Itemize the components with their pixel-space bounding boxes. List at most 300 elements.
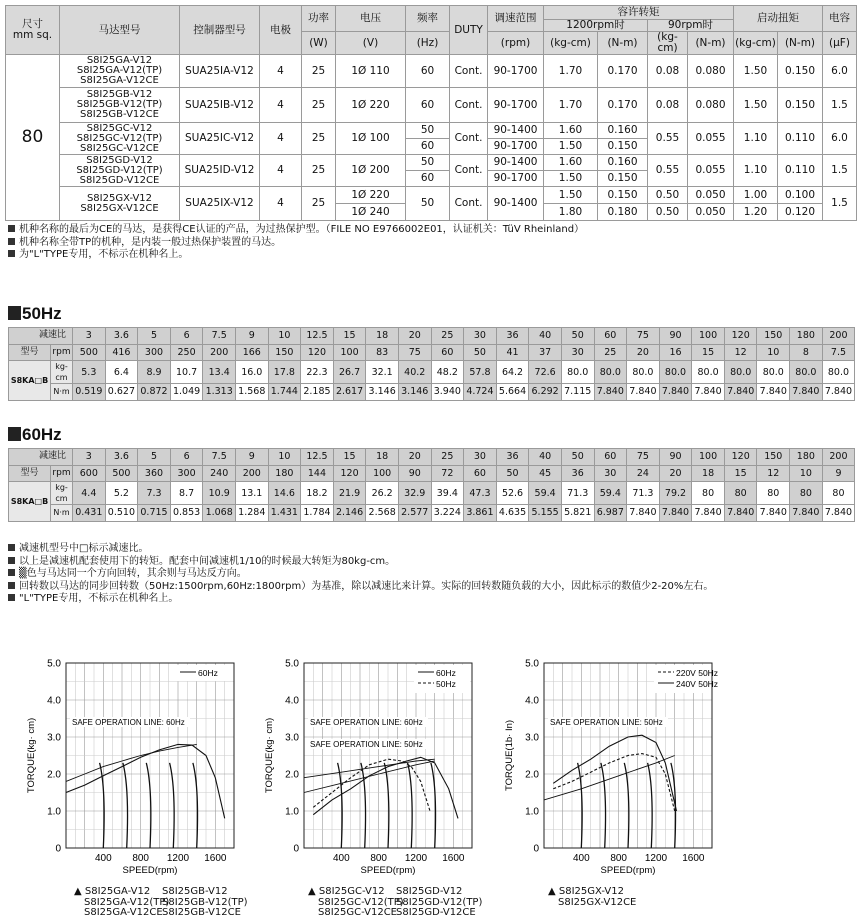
- torque-nm-cell: 7.840: [627, 384, 660, 401]
- rpm-cell: 60: [431, 344, 464, 361]
- ratio-cell: 15: [333, 449, 366, 466]
- torque-kgcm-cell: 80.0: [561, 361, 594, 384]
- x-tick-label: 1600: [204, 853, 227, 864]
- gearbox-model: S8KA□B: [9, 482, 51, 522]
- series-line: [553, 754, 674, 811]
- x-tick-label: 1200: [644, 853, 668, 864]
- ratio-label: 减速比: [9, 449, 73, 466]
- torque-1200-nm: 0.150: [598, 187, 648, 204]
- poles: 4: [260, 55, 302, 88]
- ratio-cell: 3.6: [105, 449, 138, 466]
- rpm-cell: 25: [594, 344, 627, 361]
- torque-kgcm-cell: 80: [822, 482, 855, 505]
- ratio-cell: 10: [268, 449, 301, 466]
- rpm-cell: 45: [529, 465, 562, 482]
- speed-control-curve: [361, 763, 366, 848]
- ratio-cell: 36: [496, 328, 529, 345]
- duty: Cont.: [450, 88, 488, 123]
- torque-nm-cell: 0.853: [170, 505, 203, 522]
- hdr-kgcm-90: (kg-cm): [648, 32, 688, 55]
- torque-kgcm-cell: 8.9: [138, 361, 171, 384]
- ratio-cell: 25: [431, 449, 464, 466]
- torque-1200-nm: 0.180: [598, 204, 648, 221]
- x-tick-label: 800: [610, 853, 628, 864]
- torque-kgcm-cell: 72.6: [529, 361, 562, 384]
- annotation-label: SAFE OPERATION LINE: 50Hz: [310, 740, 423, 749]
- ratio-cell: 9: [235, 328, 268, 345]
- ratio-cell: 12.5: [301, 449, 334, 466]
- torque-kgcm-cell: 80.0: [790, 361, 823, 384]
- ratio-cell: 15: [333, 328, 366, 345]
- torque-nm-cell: 7.840: [790, 505, 823, 522]
- torque-nm-cell: 0.715: [138, 505, 171, 522]
- torque-nm-cell: 1.313: [203, 384, 236, 401]
- power: 25: [302, 187, 336, 221]
- poles: 4: [260, 187, 302, 221]
- torque-1200-nm: 0.150: [598, 139, 648, 155]
- torque-kgcm-cell: 47.3: [464, 482, 497, 505]
- torque-kgcm-cell: 80: [724, 482, 757, 505]
- ratio-cell: 75: [627, 328, 660, 345]
- y-tick-label: 3.0: [525, 732, 539, 744]
- ratio-cell: 50: [561, 328, 594, 345]
- torque-kgcm-cell: 80.0: [692, 361, 725, 384]
- x-axis-label: SPEED(rpm): [122, 865, 178, 876]
- torque-nm-cell: 7.840: [724, 505, 757, 522]
- legend-label: 60Hz: [436, 668, 456, 678]
- hdr-poles: 电极: [260, 6, 302, 55]
- ratio-cell: 20: [398, 449, 431, 466]
- power: 25: [302, 55, 336, 88]
- rpm-cell: 36: [561, 465, 594, 482]
- hdr-freq-unit: (Hz): [406, 32, 450, 55]
- torque-nm-cell: 1.049: [170, 384, 203, 401]
- frequency: 50: [406, 187, 450, 221]
- start-nm: 0.150: [778, 55, 823, 88]
- note-item: 减速机型号中□标示减速比。: [8, 543, 713, 556]
- torque-kgcm-cell: 13.4: [203, 361, 236, 384]
- speed-control-curve: [123, 763, 128, 848]
- torque-1200-nm: 0.170: [598, 55, 648, 88]
- torque-nm-cell: 4.635: [496, 505, 529, 522]
- start-kgcm: 1.50: [734, 55, 778, 88]
- rpm-cell: 41: [496, 344, 529, 361]
- ratio-cell: 3: [73, 449, 106, 466]
- torque-nm-cell: 0.519: [73, 384, 106, 401]
- capacitance: 1.5: [823, 155, 857, 187]
- legend-label: 220V 50Hz: [676, 668, 718, 678]
- x-tick-label: 1200: [166, 853, 190, 864]
- rpm-label: rpm: [51, 465, 73, 482]
- torque-nm-cell: 7.840: [757, 384, 790, 401]
- rpm-cell: 600: [73, 465, 106, 482]
- torque-90-nm: 0.080: [688, 55, 734, 88]
- y-tick-label: 5.0: [525, 658, 539, 670]
- rpm-cell: 75: [398, 344, 431, 361]
- rpm-cell: 20: [659, 465, 692, 482]
- torque-kgcm-cell: 16.0: [235, 361, 268, 384]
- torque-kgcm-cell: 64.2: [496, 361, 529, 384]
- gear-table-50hz: [8, 327, 855, 401]
- y-tick-label: 2.0: [47, 769, 61, 781]
- ratio-cell: 7.5: [203, 449, 236, 466]
- note-item: 回转数以马达的同步回转数（50Hz:1500rpm,60Hz:1800rpm）为基准，除以减速比来计算。实际的回转数随负载的大小，因此标示的数值少2-20%左右。: [8, 581, 713, 594]
- speed-control-curve: [601, 763, 606, 848]
- torque-nm-cell: 1.568: [235, 384, 268, 401]
- ratio-cell: 12.5: [301, 328, 334, 345]
- y-axis-label: TORQUE(kg· cm): [26, 717, 37, 794]
- torque-1200-nm: 0.170: [598, 88, 648, 123]
- torque-kgcm-cell: 26.7: [333, 361, 366, 384]
- voltage: 1Ø 100: [336, 123, 406, 155]
- torque-nm-cell: 2.146: [333, 505, 366, 522]
- ratio-cell: 30: [464, 328, 497, 345]
- torque-1200-kgcm: 1.60: [544, 123, 598, 139]
- hdr-size: 尺寸 mm sq.: [6, 6, 60, 55]
- y-tick-label: 5.0: [47, 658, 61, 670]
- torque-nm-cell: 3.146: [398, 384, 431, 401]
- annotation-label: SAFE OPERATION LINE: 60Hz: [310, 718, 423, 727]
- hdr-voltage: 电压: [336, 6, 406, 32]
- power: 25: [302, 88, 336, 123]
- torque-kgcm-cell: 10.7: [170, 361, 203, 384]
- x-tick-label: 1200: [404, 853, 428, 864]
- rpm-cell: 300: [170, 465, 203, 482]
- torque-kgcm-cell: 48.2: [431, 361, 464, 384]
- rpm-cell: 120: [333, 465, 366, 482]
- rpm-cell: 10: [757, 344, 790, 361]
- speed-control-curve: [170, 763, 175, 848]
- annotation-label: SAFE OPERATION LINE: 50Hz: [550, 718, 663, 727]
- y-tick-label: 2.0: [525, 769, 539, 781]
- ratio-cell: 90: [659, 328, 692, 345]
- torque-kgcm-cell: 5.3: [73, 361, 106, 384]
- controller-model: SUA25IA-V12: [180, 55, 260, 88]
- rpm-cell: 300: [138, 344, 171, 361]
- frequency: 60: [406, 171, 450, 187]
- torque-1200-kgcm: 1.50: [544, 171, 598, 187]
- note-item: ▒色与马达同一个方向回转，其余则与马达反方向。: [8, 568, 713, 581]
- rpm-cell: 30: [561, 344, 594, 361]
- torque-kgcm-cell: 32.9: [398, 482, 431, 505]
- torque-kgcm-cell: 57.8: [464, 361, 497, 384]
- capacitance: 6.0: [823, 123, 857, 155]
- rpm-cell: 7.5: [822, 344, 855, 361]
- start-nm: 0.100: [778, 187, 823, 204]
- start-nm: 0.110: [778, 155, 823, 187]
- torque-kgcm-cell: 10.9: [203, 482, 236, 505]
- torque-nm-cell: 7.840: [822, 505, 855, 522]
- torque-nm-cell: 3.940: [431, 384, 464, 401]
- controller-model: SUA25ID-V12: [180, 155, 260, 187]
- torque-kgcm-cell: 71.3: [627, 482, 660, 505]
- duty: Cont.: [450, 187, 488, 221]
- ratio-cell: 200: [822, 449, 855, 466]
- speed-control-curve: [408, 763, 413, 848]
- torque-nm-cell: 6.987: [594, 505, 627, 522]
- rpm-cell: 12: [724, 344, 757, 361]
- torque-nm-cell: 7.840: [594, 384, 627, 401]
- torque-kgcm-cell: 14.6: [268, 482, 301, 505]
- torque-kgcm-cell: 21.9: [333, 482, 366, 505]
- torque-kgcm-cell: 8.7: [170, 482, 203, 505]
- note-item: "L"TYPE专用，不标示在机种名上。: [8, 593, 713, 606]
- y-axis-label: TORQUE(1b· In): [504, 719, 515, 792]
- start-nm: 0.120: [778, 204, 823, 221]
- hdr-cap: 电容: [823, 6, 857, 32]
- hdr-kgcm-1200: (kg-cm): [544, 32, 598, 55]
- y-axis-label: TORQUE(kg· cm): [264, 717, 275, 794]
- start-kgcm: 1.10: [734, 155, 778, 187]
- torque-nm-cell: 7.115: [561, 384, 594, 401]
- rpm-cell: 120: [301, 344, 334, 361]
- controller-model: SUA25IB-V12: [180, 88, 260, 123]
- ratio-cell: 7.5: [203, 328, 236, 345]
- x-tick-label: 400: [332, 853, 350, 864]
- y-tick-label: 2.0: [285, 769, 299, 781]
- ratio-cell: 150: [757, 328, 790, 345]
- torque-nm-cell: 3.146: [366, 384, 399, 401]
- ratio-cell: 120: [724, 328, 757, 345]
- ratio-cell: 6: [170, 449, 203, 466]
- ratio-cell: 90: [659, 449, 692, 466]
- torque-kgcm-cell: 32.1: [366, 361, 399, 384]
- torque-kgcm-cell: 80: [692, 482, 725, 505]
- y-tick-label: 4.0: [47, 695, 61, 707]
- rpm-cell: 200: [203, 344, 236, 361]
- gearbox-model: S8KA□B: [9, 361, 51, 401]
- gear-table-60hz: [8, 448, 855, 522]
- rpm-cell: 15: [692, 344, 725, 361]
- torque-nm-cell: 7.840: [659, 384, 692, 401]
- motor-spec-table: [5, 5, 857, 221]
- motor-model: S8I25GX-V12 S8I25GX-V12CE: [60, 187, 180, 221]
- annotation-label: SAFE OPERATION LINE: 60Hz: [72, 718, 185, 727]
- ratio-cell: 36: [496, 449, 529, 466]
- controller-model: SUA25IX-V12: [180, 187, 260, 221]
- rpm-cell: 144: [301, 465, 334, 482]
- speed-range: 90-1700: [488, 88, 544, 123]
- y-tick-label: 3.0: [285, 732, 299, 744]
- capacitance: 6.0: [823, 55, 857, 88]
- start-nm: 0.150: [778, 88, 823, 123]
- hdr-range-unit: (rpm): [488, 32, 544, 55]
- torque-90-nm: 0.055: [688, 123, 734, 155]
- torque-kgcm-cell: 80.0: [757, 361, 790, 384]
- torque-90-nm: 0.055: [688, 155, 734, 187]
- y-tick-label: 1.0: [47, 806, 61, 818]
- rpm-cell: 240: [203, 465, 236, 482]
- voltage: 1Ø 220: [336, 88, 406, 123]
- torque-kgcm-cell: 4.4: [73, 482, 106, 505]
- speed-range: 90-1700: [488, 55, 544, 88]
- hdr-nm-start: (N-m): [778, 32, 823, 55]
- chart-legend-1: ▲ S8I25GA-V12 S8I25GB-V12 S8I25GA-V12(TP)S8I25GB-V12(TP) S8I25GA-V12CES8I25GB-V12CE: [74, 886, 248, 918]
- legend-label: 60Hz: [198, 668, 218, 678]
- torque-kgcm-cell: 17.8: [268, 361, 301, 384]
- spec-notes: [8, 224, 584, 262]
- torque-kgcm-cell: 7.3: [138, 482, 171, 505]
- ratio-cell: 5: [138, 328, 171, 345]
- torque-kgcm-cell: 80.0: [822, 361, 855, 384]
- note-item: 机种名称全带TP的机种，是内装一般过热保护装置的马达。: [8, 237, 584, 250]
- hdr-power-unit: (W): [302, 32, 336, 55]
- torque-nm-cell: 2.568: [366, 505, 399, 522]
- torque-kgcm-cell: 80.0: [724, 361, 757, 384]
- ratio-cell: 60: [594, 328, 627, 345]
- start-nm: 0.110: [778, 123, 823, 155]
- torque-nm-cell: 7.840: [692, 505, 725, 522]
- torque-nm-cell: 2.617: [333, 384, 366, 401]
- torque-nm-cell: 7.840: [724, 384, 757, 401]
- start-kgcm: 1.20: [734, 204, 778, 221]
- model-label: 型号: [9, 344, 51, 361]
- frequency: 50: [406, 123, 450, 139]
- torque-nm-cell: 1.284: [235, 505, 268, 522]
- voltage: 1Ø 200: [336, 155, 406, 187]
- hdr-t90: 90rpm时: [648, 20, 734, 32]
- torque-1200-nm: 0.160: [598, 155, 648, 171]
- rpm-cell: 166: [235, 344, 268, 361]
- torque-nm-cell: 7.840: [627, 505, 660, 522]
- start-kgcm: 1.00: [734, 187, 778, 204]
- poles: 4: [260, 123, 302, 155]
- ratio-cell: 200: [822, 328, 855, 345]
- torque-kgcm-cell: 80: [757, 482, 790, 505]
- x-axis-label: SPEED(rpm): [600, 865, 656, 876]
- rpm-cell: 30: [594, 465, 627, 482]
- speed-range: 90-1700: [488, 171, 544, 187]
- start-kgcm: 1.10: [734, 123, 778, 155]
- torque-1200-kgcm: 1.70: [544, 88, 598, 123]
- ratio-cell: 5: [138, 449, 171, 466]
- torque-kgcm-cell: 13.1: [235, 482, 268, 505]
- rpm-cell: 37: [529, 344, 562, 361]
- torque-nm-cell: 7.840: [790, 384, 823, 401]
- ratio-cell: 9: [235, 449, 268, 466]
- voltage: 1Ø 110: [336, 55, 406, 88]
- torque-90-nm: 0.080: [688, 88, 734, 123]
- rpm-cell: 100: [333, 344, 366, 361]
- chart-legend-2: ▲ S8I25GC-V12 S8I25GD-V12 S8I25GC-V12(TP)S8I25GD-V12(TP) S8I25GC-V12CES8I25GD-V12CE: [308, 886, 483, 918]
- torque-1200-kgcm: 1.70: [544, 55, 598, 88]
- torque-nm-cell: 2.185: [301, 384, 334, 401]
- torque-nm-cell: 7.840: [822, 384, 855, 401]
- poles: 4: [260, 155, 302, 187]
- torque-kgcm-cell: 80.0: [627, 361, 660, 384]
- section-title-50hz: 50Hz: [8, 304, 62, 324]
- start-kgcm: 1.50: [734, 88, 778, 123]
- unit-kgcm: kg-cm: [51, 482, 73, 505]
- ratio-cell: 6: [170, 328, 203, 345]
- speed-range: 90-1400: [488, 123, 544, 139]
- hdr-nm-90: (N-m): [688, 32, 734, 55]
- torque-90-nm: 0.050: [688, 204, 734, 221]
- size-value: 80: [6, 55, 60, 221]
- torque-nm-cell: 0.872: [138, 384, 171, 401]
- torque-speed-chart-2: [248, 655, 478, 880]
- chart-legend-3: ▲ S8I25GX-V12 S8I25GX-V12CE: [548, 886, 637, 908]
- frequency: 60: [406, 55, 450, 88]
- motor-model: S8I25GB-V12 S8I25GB-V12(TP) S8I25GB-V12CE: [60, 88, 180, 123]
- power: 25: [302, 155, 336, 187]
- duty: Cont.: [450, 123, 488, 155]
- y-tick-label: 1.0: [525, 806, 539, 818]
- torque-1200-kgcm: 1.60: [544, 155, 598, 171]
- ratio-cell: 18: [366, 328, 399, 345]
- torque-nm-cell: 1.068: [203, 505, 236, 522]
- torque-kgcm-cell: 80.0: [594, 361, 627, 384]
- torque-nm-cell: 1.431: [268, 505, 301, 522]
- legend-label: 240V 50Hz: [676, 679, 718, 689]
- torque-nm-cell: 7.840: [757, 505, 790, 522]
- rpm-cell: 83: [366, 344, 399, 361]
- torque-nm-cell: 3.224: [431, 505, 464, 522]
- torque-kgcm-cell: 18.2: [301, 482, 334, 505]
- unit-kgcm: kg-cm: [51, 361, 73, 384]
- speed-range: 90-1400: [488, 187, 544, 221]
- y-tick-label: 4.0: [285, 695, 299, 707]
- duty: Cont.: [450, 55, 488, 88]
- torque-nm-cell: 5.664: [496, 384, 529, 401]
- torque-1200-nm: 0.150: [598, 171, 648, 187]
- torque-kgcm-cell: 22.3: [301, 361, 334, 384]
- hdr-uf: (μF): [823, 32, 857, 55]
- rpm-cell: 200: [235, 465, 268, 482]
- torque-kgcm-cell: 80: [790, 482, 823, 505]
- torque-kgcm-cell: 80.0: [659, 361, 692, 384]
- torque-90-kgcm: 0.08: [648, 55, 688, 88]
- legend-label: 50Hz: [436, 679, 456, 689]
- unit-nm: N·m: [51, 384, 73, 401]
- rpm-cell: 10: [790, 465, 823, 482]
- torque-nm-cell: 6.292: [529, 384, 562, 401]
- torque-kgcm-cell: 40.2: [398, 361, 431, 384]
- torque-90-kgcm: 0.55: [648, 155, 688, 187]
- ratio-cell: 25: [431, 328, 464, 345]
- frequency: 60: [406, 139, 450, 155]
- motor-model: S8I25GA-V12 S8I25GA-V12(TP) S8I25GA-V12CE: [60, 55, 180, 88]
- ratio-cell: 100: [692, 449, 725, 466]
- ratio-cell: 150: [757, 449, 790, 466]
- torque-kgcm-cell: 5.2: [105, 482, 138, 505]
- ratio-label: 减速比: [9, 328, 73, 345]
- rpm-cell: 360: [138, 465, 171, 482]
- rpm-cell: 100: [366, 465, 399, 482]
- torque-kgcm-cell: 59.4: [529, 482, 562, 505]
- rpm-cell: 250: [170, 344, 203, 361]
- hdr-start: 启动扭矩: [734, 6, 823, 32]
- torque-90-kgcm: 0.50: [648, 204, 688, 221]
- torque-nm-cell: 0.510: [105, 505, 138, 522]
- gear-notes: [8, 543, 713, 606]
- rpm-cell: 24: [627, 465, 660, 482]
- torque-speed-chart-3: [488, 655, 718, 880]
- torque-1200-kgcm: 1.50: [544, 187, 598, 204]
- note-item: 机种名称的最后为CE的马达，是获得CE认证的产品，为过热保护型。（FILE NO E9766002E01，认证机关：TüV Rheinland）: [8, 224, 584, 237]
- rpm-cell: 90: [398, 465, 431, 482]
- torque-nm-cell: 1.784: [301, 505, 334, 522]
- rpm-cell: 9: [822, 465, 855, 482]
- torque-nm-cell: 5.821: [561, 505, 594, 522]
- rpm-cell: 50: [464, 344, 497, 361]
- torque-speed-chart-1: [10, 655, 240, 880]
- section-title-60hz: 60Hz: [8, 425, 62, 445]
- torque-kgcm-cell: 59.4: [594, 482, 627, 505]
- speed-control-curve: [648, 763, 653, 848]
- unit-nm: N·m: [51, 505, 73, 522]
- ratio-cell: 40: [529, 449, 562, 466]
